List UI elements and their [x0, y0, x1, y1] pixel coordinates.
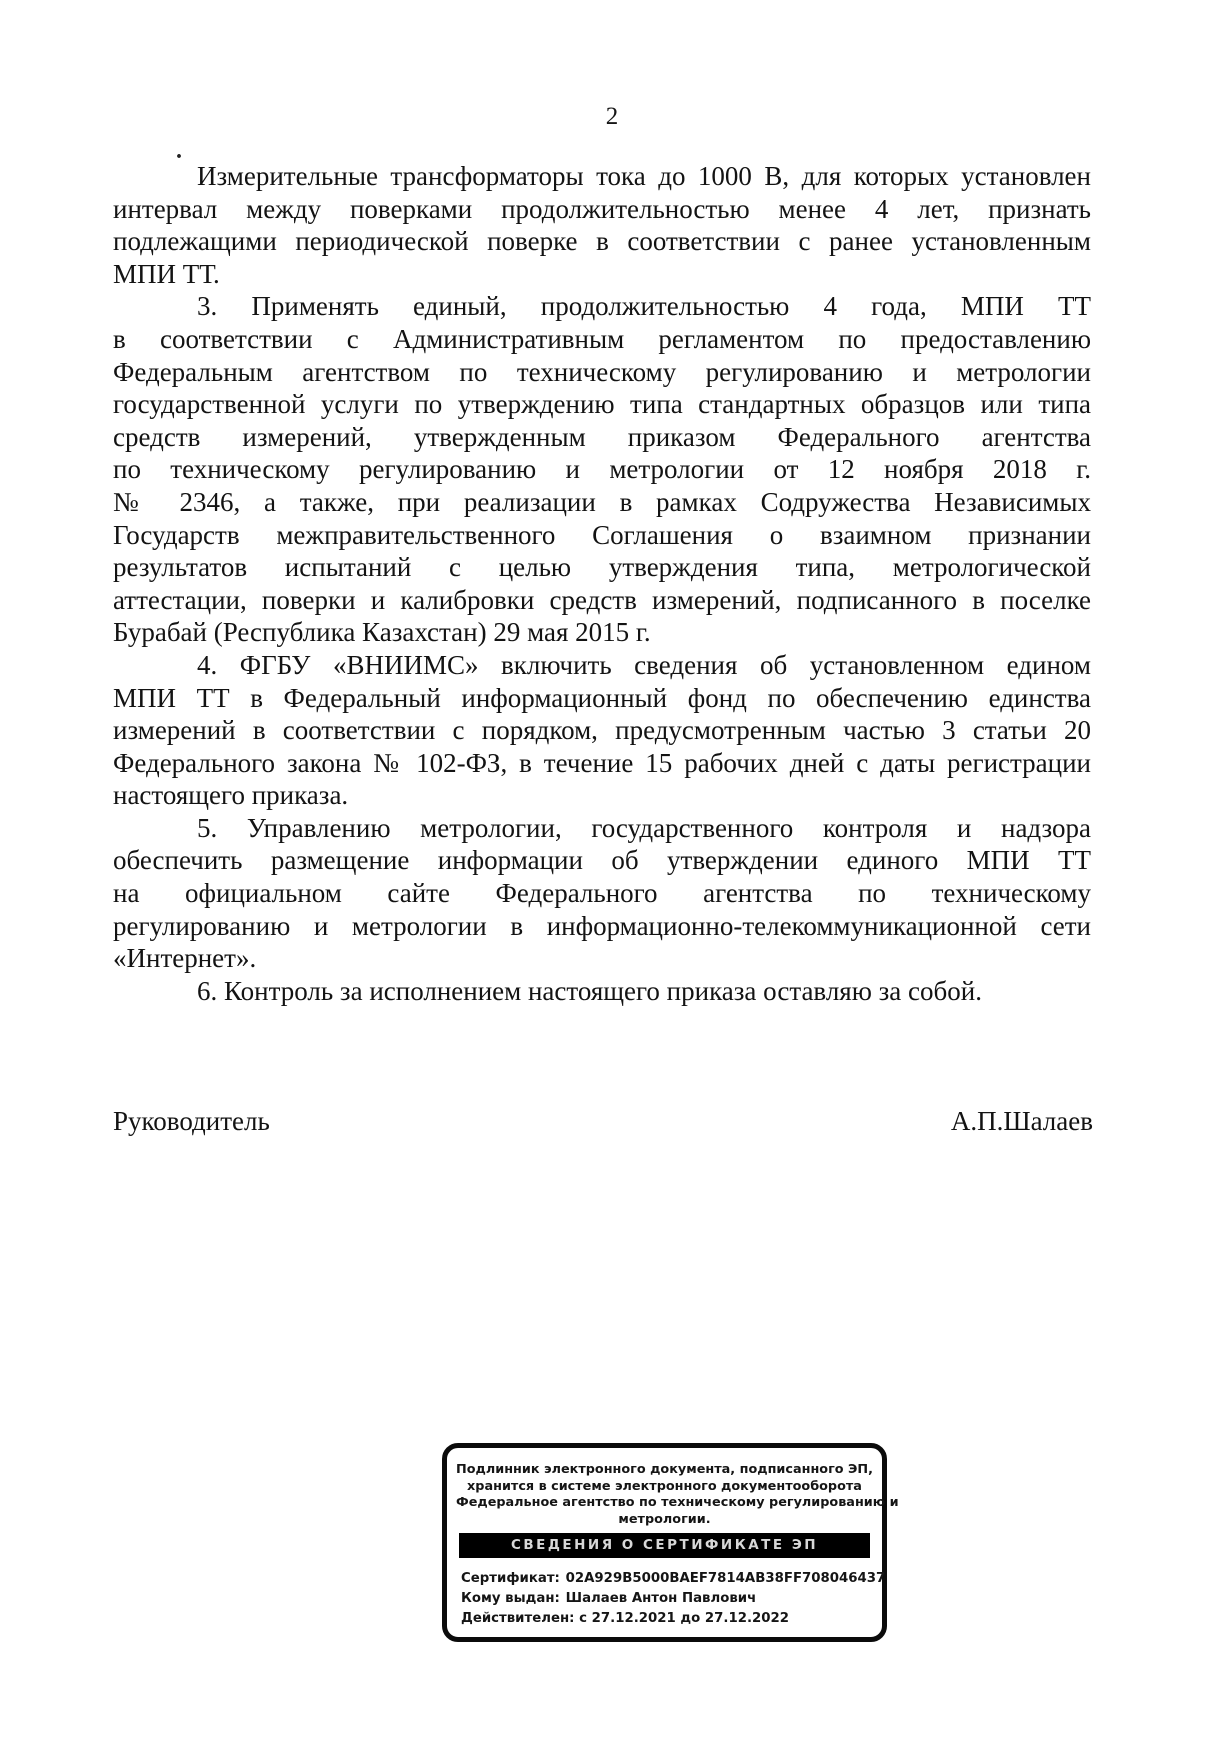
stamp-field-value: Шалаев Антон Павлович — [565, 1591, 757, 1607]
text-line: Федерального закона № 102-ФЗ, в течение 15 рабочих дней с даты регистрации — [113, 747, 1091, 778]
text-line: измерений в соответствии с порядком, предусмотренным частью 3 статьи 20 — [113, 715, 1091, 746]
text-line: средств измерений, утвержденным приказом Федерального агентства — [113, 421, 1091, 452]
stamp-field-label: Действителен: — [461, 1611, 575, 1627]
text-line: обеспечить размещение информации об утверждении единого МПИ ТТ — [113, 845, 1091, 876]
stamp-certificate-bar: СВЕДЕНИЯ О СЕРТИФИКАТЕ ЭП — [459, 1533, 870, 1558]
signature-name: А.П.Шалаев — [950, 1106, 1093, 1136]
text-line: 4. ФГБУ «ВНИИМС» включить сведения об установленном едином — [197, 649, 1091, 680]
stamp-field-label: Сертификат: — [461, 1571, 560, 1587]
text-line: Федеральным агентством по техническому регулированию и метрологии — [113, 356, 1091, 387]
text-line: государственной услуги по утверждению типа стандартных образцов или типа — [113, 389, 1091, 420]
text-line: 5. Управлению метрологии, государственного контроля и надзора — [197, 812, 1091, 843]
text-line: результатов испытаний с целью утверждения типа, метрологической — [113, 552, 1091, 583]
stamp-header-line: Федеральное агентство по техническому регулированию и — [456, 1495, 899, 1511]
digital-signature-stamp — [442, 1443, 899, 1642]
text-line: Измерительные трансформаторы тока до 1000 В, для которых установлен — [197, 161, 1091, 191]
page-number: 2 — [605, 103, 619, 130]
text-line: по техническому регулированию и метрологии от 12 ноября 2018 г. — [113, 454, 1091, 485]
text-line: 3. Применять единый, продолжительностью 4 года, МПИ ТТ — [197, 291, 1091, 322]
document-body — [113, 160, 1091, 1007]
stamp-header-line: метрологии. — [618, 1511, 711, 1527]
stamp-field-label: Кому выдан: — [461, 1591, 560, 1607]
signature-row — [113, 1106, 1093, 1137]
text-line: МПИ ТТ в Федеральный информационный фонд по обеспечению единства — [113, 682, 1091, 713]
stamp-field — [461, 1569, 886, 1589]
text-line: подлежащими периодической поверке в соответствии с ранее установленным — [113, 226, 1091, 257]
stamp-field-value: с 27.12.2021 до 27.12.2022 — [579, 1611, 790, 1627]
text-line: МПИ ТТ. — [113, 258, 220, 289]
scan-artifact-dot: . — [176, 138, 182, 164]
stamp-header-line: хранится в системе электронного документооборота — [467, 1478, 862, 1494]
stamp-header-line: Подлинник электронного документа, подписанного ЭП, — [456, 1462, 873, 1477]
text-line: настоящего приказа. — [113, 780, 349, 811]
signature-role: Руководитель — [113, 1106, 270, 1136]
stamp-field — [461, 1609, 873, 1629]
text-line: регулированию и метрологии в информационно-телекоммуникационной сети — [113, 910, 1091, 941]
text-line: № 2346, а также, при реализации в рамках Содружества Независимых — [113, 486, 1091, 517]
text-line: аттестации, поверки и калибровки средств измерений, подписанного в поселке — [113, 584, 1091, 615]
stamp-fields — [461, 1569, 886, 1629]
text-line: 6. Контроль за исполнением настоящего приказа оставляю за собой. — [197, 975, 982, 1006]
text-line: Государств межправительственного Соглашения о взаимном признании — [113, 519, 1091, 550]
text-line: «Интернет». — [113, 943, 257, 974]
stamp-header — [456, 1462, 899, 1528]
stamp-field — [461, 1589, 873, 1609]
text-line: интервал между поверками продолжительностью менее 4 лет, признать — [113, 193, 1091, 224]
text-line: Бурабай (Республика Казахстан) 29 мая 2015 г. — [113, 617, 651, 648]
text-line: на официальном сайте Федерального агентства по техническому — [113, 878, 1091, 909]
text-line: в соответствии с Административным регламентом по предоставлению — [113, 323, 1091, 354]
stamp-field-value: 02A929B5000BAEF7814AB38FF708046437 — [565, 1571, 886, 1587]
